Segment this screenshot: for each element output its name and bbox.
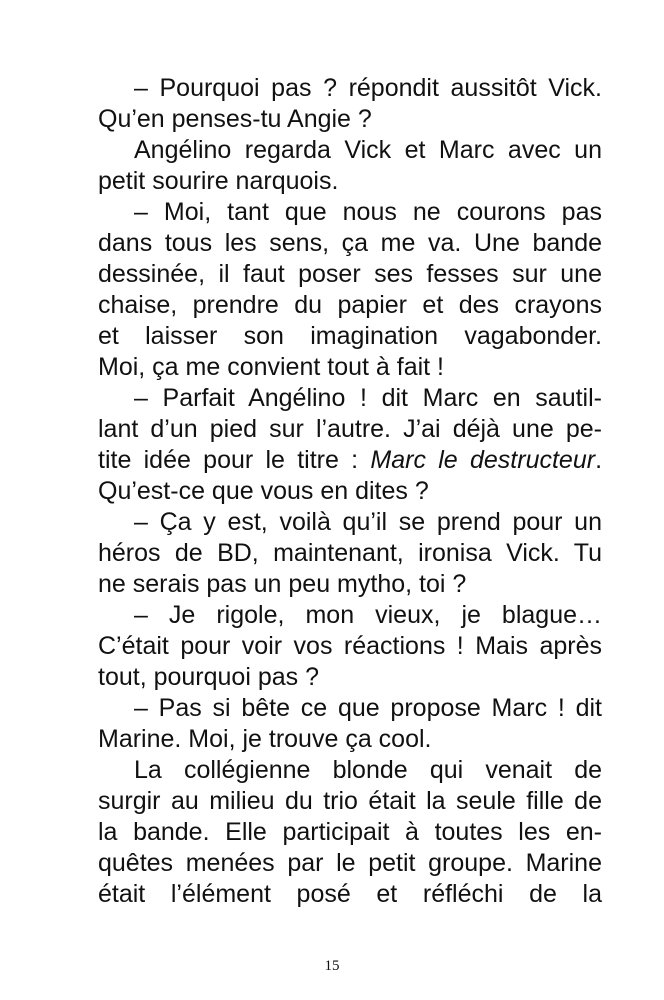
book-text-body bbox=[98, 73, 602, 910]
text-line: et laisser son imagination vagabonder. bbox=[98, 322, 602, 350]
text-line: était l’élément posé et réfléchi de la bbox=[98, 880, 602, 908]
text-fragment: tite idée pour le titre : bbox=[98, 446, 371, 474]
text-line: petit sourire narquois. bbox=[98, 167, 339, 195]
text-line: Angélino regarda Vick et Marc avec un bbox=[134, 136, 602, 164]
text-line: quêtes menées par le petit groupe. Marine bbox=[98, 849, 602, 877]
text-line: Qu’est-ce que vous en dites ? bbox=[98, 477, 429, 505]
text-line: – Ça y est, voilà qu’il se prend pour un bbox=[134, 508, 602, 536]
text-line: Moi, ça me convient tout à fait ! bbox=[98, 353, 444, 381]
text-line bbox=[98, 445, 602, 476]
text-line: – Pas si bête ce que propose Marc ! dit bbox=[134, 694, 602, 722]
text-line: surgir au milieu du trio était la seule fille de bbox=[98, 787, 602, 815]
text-line: – Moi, tant que nous ne courons pas bbox=[134, 198, 602, 226]
text-line: Qu’en penses-tu Angie ? bbox=[98, 105, 372, 133]
text-line: lant d’un pied sur l’autre. J’ai déjà une pe- bbox=[98, 415, 602, 443]
text-line: C’était pour voir vos réactions ! Mais après bbox=[98, 632, 602, 660]
text-line: héros de BD, maintenant, ironisa Vick. Tu bbox=[98, 539, 602, 567]
text-fragment: . bbox=[595, 446, 603, 474]
text-line: chaise, prendre du papier et des crayons bbox=[98, 291, 602, 319]
text-line: dans tous les sens, ça me va. Une bande bbox=[98, 229, 602, 257]
text-line: tout, pourquoi pas ? bbox=[98, 663, 319, 691]
text-line: La collégienne blonde qui venait de bbox=[134, 756, 602, 784]
text-line: – Pourquoi pas ? répondit aussitôt Vick. bbox=[134, 74, 602, 102]
book-title-italic: Marc le destructeur bbox=[370, 446, 596, 474]
text-line: dessinée, il faut poser ses fesses sur une bbox=[98, 260, 602, 288]
page-number: 15 bbox=[324, 958, 340, 974]
text-line: la bande. Elle participait à toutes les en- bbox=[98, 818, 602, 846]
text-line: Marine. Moi, je trouve ça cool. bbox=[98, 725, 432, 753]
text-line: ne serais pas un peu mytho, toi ? bbox=[98, 570, 467, 598]
text-line: – Parfait Angélino ! dit Marc en sautil- bbox=[134, 384, 602, 412]
text-line: – Je rigole, mon vieux, je blague… bbox=[134, 601, 602, 629]
